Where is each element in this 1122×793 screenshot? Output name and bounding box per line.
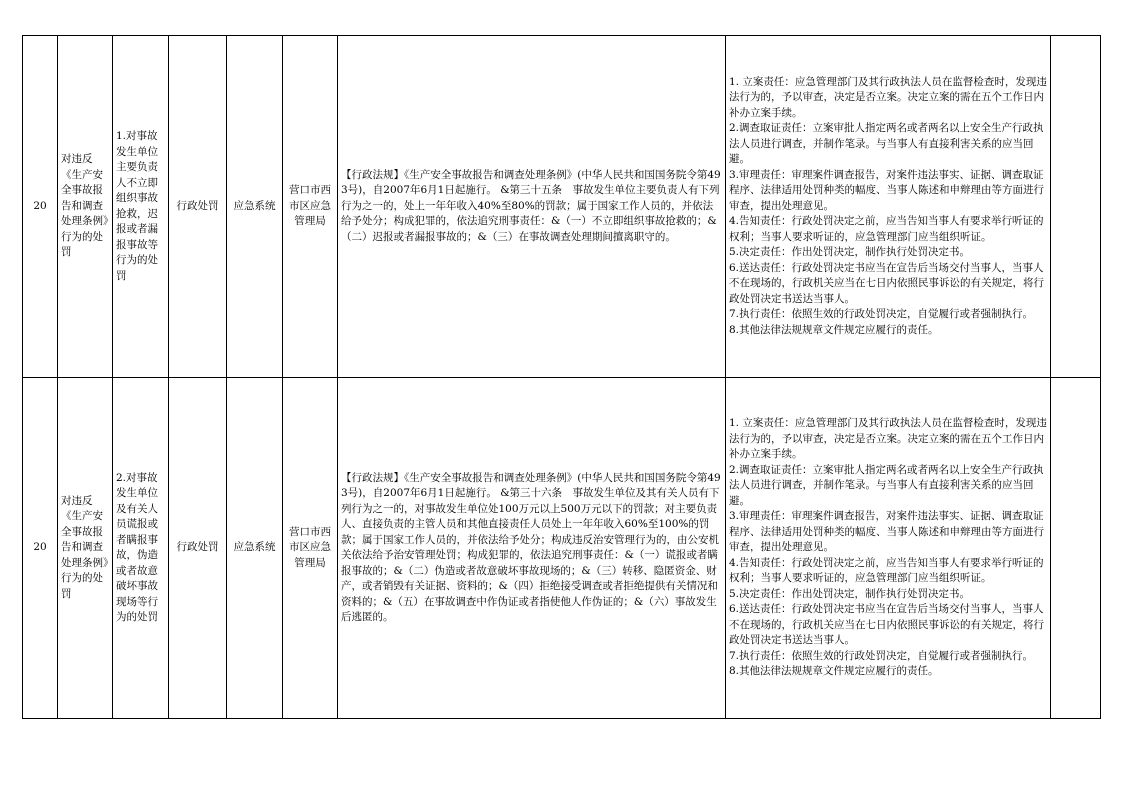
responsibility-item: 1. 立案责任：应急管理部门及其行政执法人员在监督检查时，发现违法行为的，予以审查，决定是否立案。决定立案的需在五个工作日内补办立案手续。: [729, 417, 1047, 461]
item-name: 对违反《生产安全事故报告和调查处理条例》行为的处罚: [58, 378, 113, 719]
sub-item: 2.对事故发生单位及有关人员谎报或者瞒报事故，伪造或者故意破坏事故现场等行为的处罚: [113, 378, 169, 719]
power-category: 行政处罚: [169, 378, 227, 719]
responsibility-item: 7.执行责任：依照生效的行政处罚决定，自觉履行或者强制执行。: [729, 649, 1034, 662]
system-name: 应急系统: [227, 36, 283, 378]
responsibility-list: [726, 36, 1051, 378]
sub-item: 1.对事故发生单位主要负责人不立即组织事故抢救，迟报或者漏报事故等行为的处罚: [113, 36, 169, 378]
responsibility-item: 6.送达责任：行政处罚决定书应当在宣告后当场交付当事人，当事人不在现场的，行政机关应当在七日内依照民事诉讼的有关规定，将行政处罚决定书送达当事人。: [729, 603, 1044, 647]
table-row: [23, 378, 1101, 719]
responsibility-item: 5.决定责任：作出处罚决定，制作执行处罚决定书。: [729, 587, 971, 600]
responsibility-item: 6.送达责任：行政处罚决定书应当在宣告后当场交付当事人，当事人不在现场的，行政机关应当在七日内依照民事诉讼的有关规定，将行政处罚决定书送达当事人。: [729, 261, 1044, 305]
responsibility-item: 8.其他法律法规规章文件规定应履行的责任。: [729, 665, 939, 678]
legal-basis: 【行政法规】《生产安全事故报告和调查处理条例》(中华人民共和国国务院令第493号)，自2007年6月1日起施行。 &第三十五条 事故发生单位主要负责人有下列行为之一的，处上一年年收入40%至80%的罚款；属于国家工作人员的，并依法给予处分；构成犯罪的，依法追究刑事责任：&（一）不立即组织事故抢救的；&（二）迟报或者漏报事故的；&（三）在事故调查处理期间擅离职守的。: [338, 36, 726, 378]
implementing-department: 营口市西市区应急管理局: [283, 378, 338, 719]
implementing-department: 营口市西市区应急管理局: [283, 36, 338, 378]
responsibility-item: 3.审理责任：审理案件调查报告，对案件违法事实、证据、调查取证程序、法律适用处罚种类的幅度、当事人陈述和申辩理由等方面进行审查，提出处理意见。: [729, 510, 1044, 554]
legal-basis: 【行政法规】《生产安全事故报告和调查处理条例》(中华人民共和国国务院令第493号)，自2007年6月1日起施行。 &第三十六条 事故发生单位及其有关人员有下列行为之一的，对事故发生单位处100万元以上500万元以下的罚款；对主要负责人、直接负责的主管人员和其他直接责任人员处上一年年收入60%至100%的罚款；属于国家工作人员的，并依法给予处分；构成违反治安管理行为的，由公安机关依法给予治安管理处罚；构成犯罪的，依法追究刑事责任：&（一）谎报或者瞒报事故的；&（二）伪造或者故意破坏事故现场的；&（三）转移、隐匿资金、财产，或者销毁有关证据、资料的；&（四）拒绝接受调查或者拒绝提供有关情况和资料的；&（五）在事故调查中作伪证或者指使他人作伪证的；&（六）事故发生后逃匿的。: [338, 378, 726, 719]
responsibility-item: 2.调查取证责任：立案审批人指定两名或者两名以上安全生产行政执法人员进行调查，并制作笔录。与当事人有直接利害关系的应当回避。: [729, 463, 1044, 507]
system-name: 应急系统: [227, 378, 283, 719]
row-number: 20: [23, 36, 58, 378]
responsibility-item: 4.告知责任：行政处罚决定之前，应当告知当事人有要求举行听证的权利；当事人要求听证的，应急管理部门应当组织听证。: [729, 215, 1044, 243]
responsibility-item: 7.执行责任：依照生效的行政处罚决定，自觉履行或者强制执行。: [729, 308, 1034, 321]
responsibility-list: [726, 378, 1051, 719]
responsibility-item: 5.决定责任：作出处罚决定，制作执行处罚决定书。: [729, 246, 971, 259]
table-row: [23, 36, 1101, 378]
item-name: 对违反《生产安全事故报告和调查处理条例》行为的处罚: [58, 36, 113, 378]
power-list-table: [22, 35, 1101, 719]
row-number: 20: [23, 378, 58, 719]
responsibility-item: 2.调查取证责任：立案审批人指定两名或者两名以上安全生产行政执法人员进行调查，并制作笔录。与当事人有直接利害关系的应当回避。: [729, 122, 1044, 166]
note-cell: [1051, 36, 1101, 378]
power-category: 行政处罚: [169, 36, 227, 378]
responsibility-item: 3.审理责任：审理案件调查报告，对案件违法事实、证据、调查取证程序、法律适用处罚种类的幅度、当事人陈述和申辩理由等方面进行审查，提出处理意见。: [729, 168, 1044, 212]
responsibility-item: 1. 立案责任：应急管理部门及其行政执法人员在监督检查时，发现违法行为的，予以审查，决定是否立案。决定立案的需在五个工作日内补办立案手续。: [729, 75, 1047, 119]
responsibility-item: 4.告知责任：行政处罚决定之前，应当告知当事人有要求举行听证的权利；当事人要求听证的，应急管理部门应当组织听证。: [729, 556, 1044, 585]
note-cell: [1051, 378, 1101, 719]
responsibility-item: 8.其他法律法规规章文件规定应履行的责任。: [729, 323, 939, 336]
